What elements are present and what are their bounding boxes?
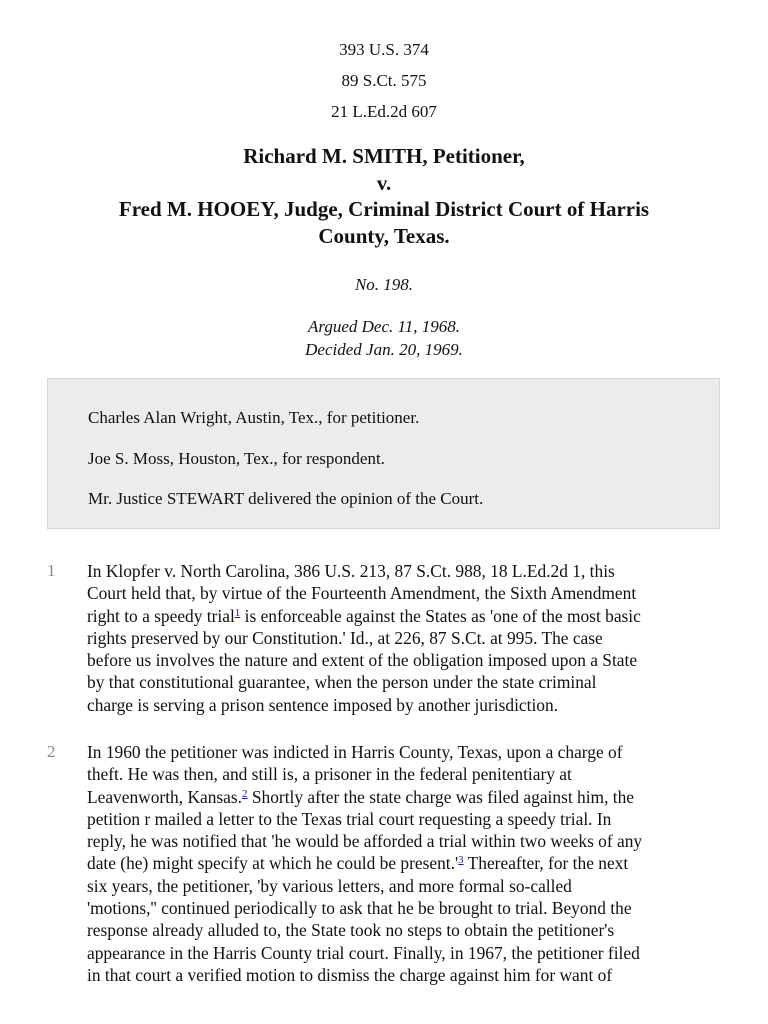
counsel-box xyxy=(47,378,720,529)
text-line: reply, he was notified that 'he would be afforded a trial within two weeks of any xyxy=(87,831,643,852)
citations xyxy=(0,34,768,127)
text-segment: Leavenworth, Kansas. xyxy=(87,786,243,807)
text-line: charge is serving a prison sentence imposed by another jurisdiction. xyxy=(87,694,559,715)
paragraph-text xyxy=(87,560,727,716)
text-line: petition r mailed a letter to the Texas trial court requesting a speedy trial. In xyxy=(87,808,612,829)
text-line: before us involves the nature and extent of the obligation imposed upon a State xyxy=(87,650,638,671)
text-segment: right to a speedy trial xyxy=(87,605,235,626)
text-line: theft. He was then, and still is, a prisoner in the federal penitentiary at xyxy=(87,764,572,785)
text-segment: date (he) might specify at which he could be present.' xyxy=(87,853,459,874)
text-line xyxy=(87,786,727,808)
docket-number: No. 198. xyxy=(354,275,414,294)
counsel-respondent: Joe S. Moss, Houston, Tex., for respondent. xyxy=(88,449,385,468)
argued-date: Argued Dec. 11, 1968. xyxy=(307,317,461,336)
text-line: In Klopfer v. North Carolina, 386 U.S. 213, 87 S.Ct. 988, 18 L.Ed.2d 1, this xyxy=(87,561,615,581)
respondent-name-line2: County, Texas. xyxy=(318,223,450,248)
paragraph-number: 1 xyxy=(47,561,56,580)
citation-sct: 89 S.Ct. 575 xyxy=(341,71,427,90)
text-segment: Shortly after the state charge was filed against him, the xyxy=(247,786,635,807)
text-line: by that constitutional guarantee, when the person under the state criminal xyxy=(87,672,597,693)
text-segment: Thereafter, for the next xyxy=(463,853,629,874)
respondent-name-line1: Fred M. HOOEY, Judge, Criminal District Court of Harris xyxy=(118,197,650,221)
decided-date: Decided Jan. 20, 1969. xyxy=(305,340,463,359)
text-segment: is enforceable against the States as 'one of the most basic xyxy=(240,605,641,626)
text-line xyxy=(87,852,727,874)
text-line: rights preserved by our Constitution.' Id., at 226, 87 S.Ct. at 995. The case xyxy=(87,627,603,648)
text-line: in that court a verified motion to dismiss the charge against him for want of xyxy=(87,964,613,985)
opinion-author: Mr. Justice STEWART delivered the opinion of the Court. xyxy=(88,489,484,508)
counsel-petitioner: Charles Alan Wright, Austin, Tex., for petitioner. xyxy=(88,408,420,427)
case-caption xyxy=(40,143,728,249)
paragraph-number: 2 xyxy=(47,742,56,761)
footnote-link-2[interactable]: 2 xyxy=(242,787,248,800)
case-dates xyxy=(0,315,768,361)
versus-label: v. xyxy=(376,170,392,195)
paragraph-text xyxy=(87,741,727,986)
text-line: In 1960 the petitioner was indicted in Harris County, Texas, upon a charge of xyxy=(87,742,623,762)
footnote-link-3[interactable]: 3 xyxy=(458,854,464,867)
footnote-link-1[interactable]: 1 xyxy=(234,606,241,619)
text-line: 'motions,'' continued periodically to ask that he be brought to trial. Beyond the xyxy=(87,898,632,919)
text-line: six years, the petitioner, 'by various letters, and more formal so-called xyxy=(87,875,572,896)
text-line: response already alluded to, the State took no steps to obtain the petitioner's xyxy=(87,920,615,941)
citation-led: 21 L.Ed.2d 607 xyxy=(331,102,437,121)
text-line: Court held that, by virtue of the Fourteenth Amendment, the Sixth Amendment xyxy=(87,583,637,604)
citation-us: 393 U.S. 374 xyxy=(339,40,429,59)
petitioner-name: Richard M. SMITH, Petitioner, xyxy=(243,144,525,168)
text-line xyxy=(87,605,727,627)
text-line: appearance in the Harris County trial court. Finally, in 1967, the petitioner filed xyxy=(87,942,640,963)
